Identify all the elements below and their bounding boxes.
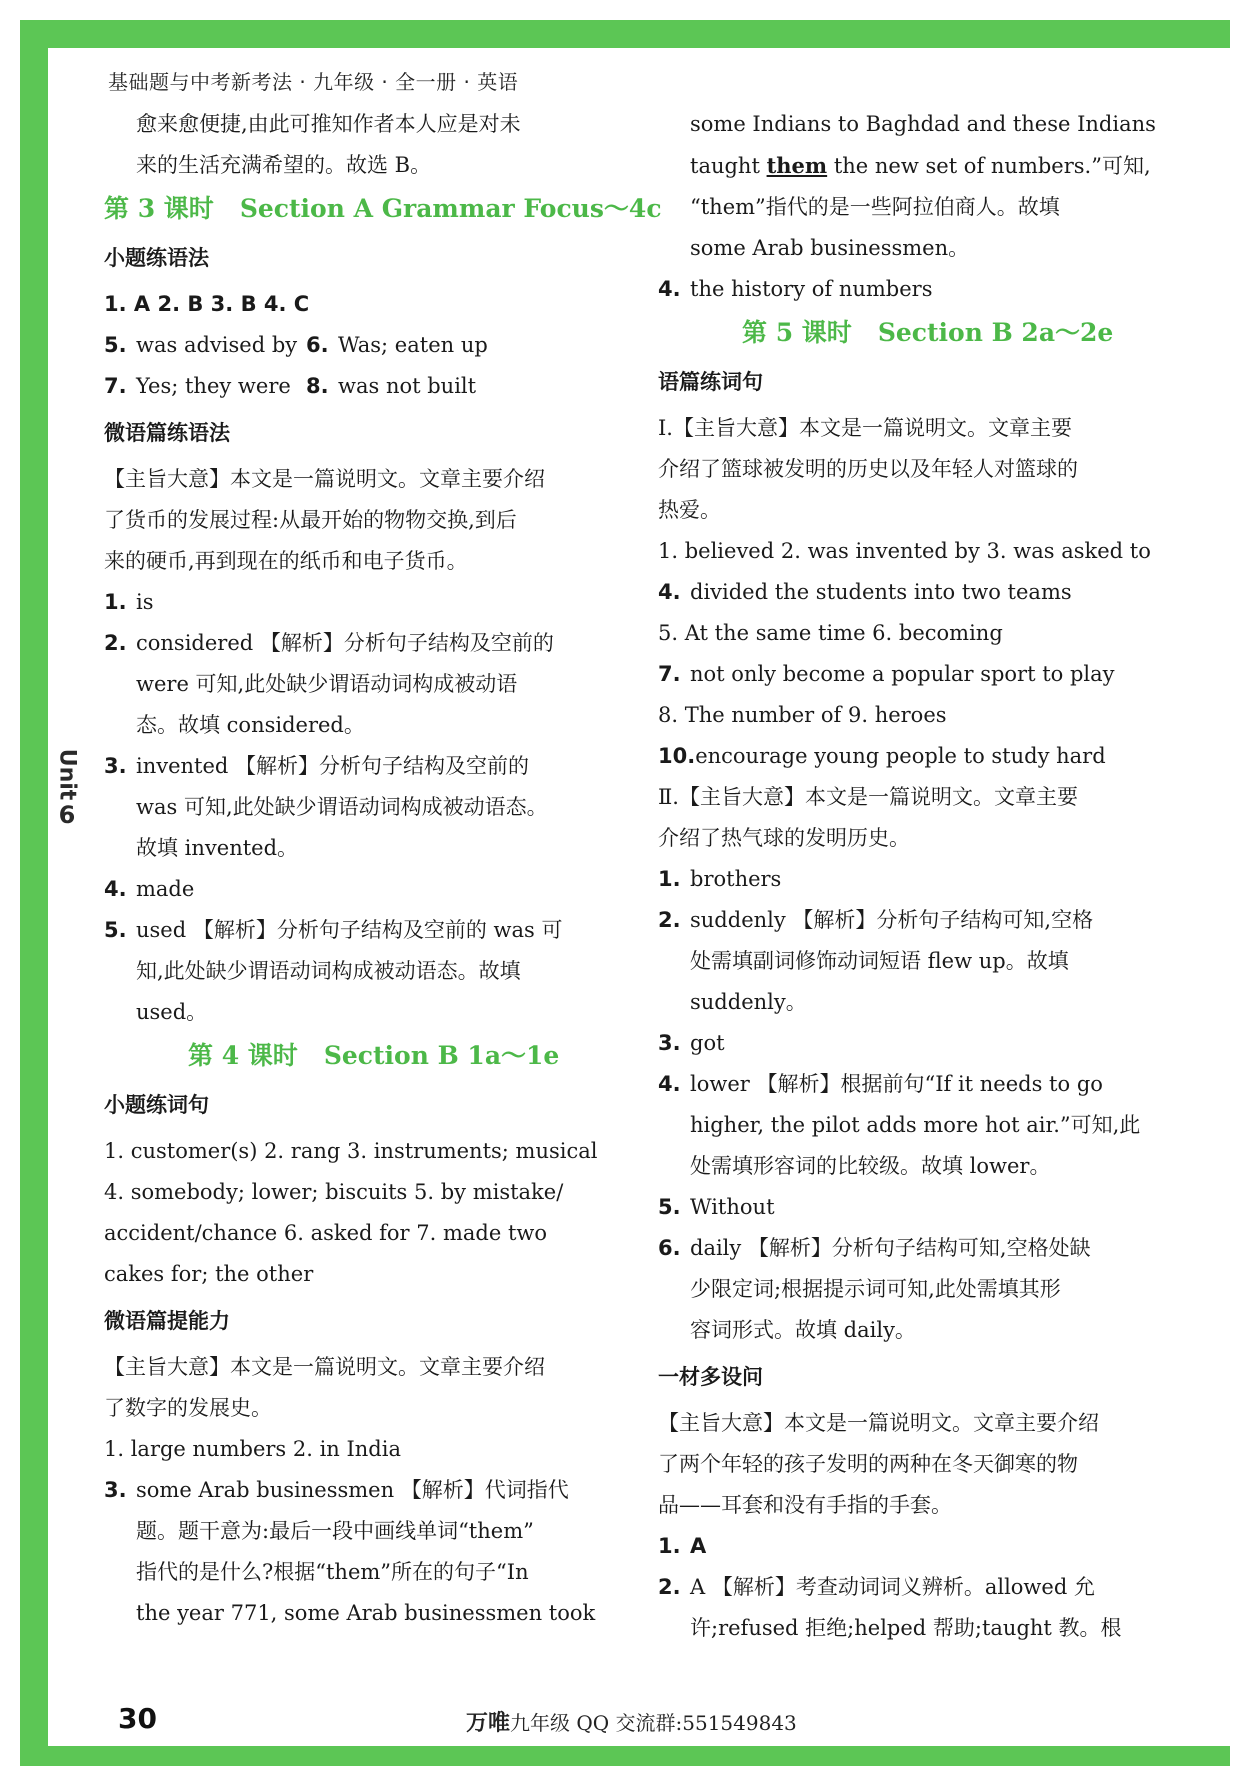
answer-line: accident/chance 6. asked for 7. made two bbox=[104, 1221, 548, 1245]
answer-item: 2. suddenly 【解析】分析句子结构可知,空格 处需填副词修饰动词短语 flew up。故填 suddenly。 bbox=[658, 908, 1094, 1014]
answer-item: 4. made bbox=[104, 877, 195, 901]
subheading: 微语篇练语法 bbox=[104, 421, 230, 445]
answer-line: 1. A 2. B 3. B 4. C bbox=[104, 292, 310, 316]
answer-item: 3. some Arab businessmen 【解析】代词指代 题。题干意为:最后一段中画线单词“them” 指代的是什么?根据“them”所在的句子“In the year 771, some Arab businessmen took bbox=[104, 1478, 596, 1625]
lesson-label: 第 4 课时 bbox=[188, 1041, 298, 1070]
lesson-label: 第 5 课时 bbox=[742, 318, 852, 347]
answer-item: 7. not only become a popular sport to play bbox=[658, 662, 1115, 686]
green-frame-bottom bbox=[20, 1746, 1230, 1766]
section-name: Section A Grammar Focus～4c bbox=[239, 194, 662, 223]
subheading: 微语篇提能力 bbox=[104, 1309, 230, 1333]
main-idea: 介绍了热气球的发明历史。 bbox=[658, 826, 910, 850]
section-title bbox=[104, 186, 662, 232]
section-title bbox=[658, 310, 1180, 356]
unit-tab bbox=[48, 730, 86, 860]
main-idea: 了两个年轻的孩子发明的两种在冬天御寒的物 bbox=[658, 1452, 1078, 1476]
answer-item: 4. divided the students into two teams bbox=[658, 580, 1072, 604]
answer-item: 1. is bbox=[104, 590, 154, 614]
main-idea: Ⅰ.【主旨大意】本文是一篇说明文。文章主要 bbox=[658, 416, 1072, 440]
lesson-label: 第 3 课时 bbox=[104, 194, 214, 223]
book-header: 基础题与中考新考法 · 九年级 · 全一册 · 英语 bbox=[108, 70, 519, 94]
main-idea: 了数字的发展史。 bbox=[104, 1396, 272, 1420]
underlined-word: them bbox=[766, 153, 828, 178]
answer-item: 2. considered 【解析】分析句子结构及空前的 were 可知,此处缺少谓语动词构成被动语 态。故填 considered。 bbox=[104, 631, 554, 737]
paragraph: some Arab businessmen。 bbox=[690, 236, 970, 260]
page-number: 30 bbox=[118, 1702, 157, 1735]
section-title bbox=[104, 1033, 624, 1079]
green-frame-top bbox=[20, 20, 1230, 48]
answer-item: 5. used 【解析】分析句子结构及空前的 was 可 知,此处缺少谓语动词构成被动语态。故填 used。 bbox=[104, 918, 563, 1024]
subheading: 小题练词句 bbox=[104, 1093, 209, 1117]
paragraph: 愈来愈便捷,由此可推知作者本人应是对未 bbox=[136, 112, 521, 136]
paragraph: taught them the new set of numbers.”可知, bbox=[690, 153, 1151, 178]
left-column bbox=[104, 104, 662, 1634]
answer-line: 1. believed 2. was invented by 3. was asked to bbox=[658, 539, 1151, 563]
brand-logo: 万唯 bbox=[466, 1711, 511, 1736]
answer-line: cakes for; the other bbox=[104, 1262, 314, 1286]
answer-item: 2. A 【解析】考查动词词义辨析。allowed 允 许;refused 拒绝;helped 帮助;taught 教。根 bbox=[658, 1575, 1122, 1640]
answer-line: 1. large numbers 2. in India bbox=[104, 1437, 401, 1461]
main-idea: 热爱。 bbox=[658, 498, 721, 522]
green-frame-left bbox=[20, 20, 48, 1765]
main-idea: 品——耳套和没有手指的手套。 bbox=[658, 1493, 952, 1517]
footer-text: 九年级 QQ 交流群:551549843 bbox=[510, 1711, 797, 1735]
answer-item: 5. Without bbox=[658, 1195, 775, 1219]
answer-item: 10. encourage young people to study hard bbox=[658, 744, 1106, 768]
subheading: 小题练语法 bbox=[104, 246, 209, 270]
answer-item: 3. got bbox=[658, 1031, 725, 1055]
section-name: Section B 2a～2e bbox=[877, 318, 1114, 347]
main-idea: 【主旨大意】本文是一篇说明文。文章主要介绍 bbox=[104, 467, 545, 491]
paragraph: 来的生活充满希望的。故选 B。 bbox=[136, 153, 432, 177]
paragraph: “them”指代的是一些阿拉伯商人。故填 bbox=[690, 195, 1060, 219]
main-idea: 来的硬币,再到现在的纸币和电子货币。 bbox=[104, 549, 468, 573]
answer-line: 5. was advised by 6. Was; eaten up bbox=[104, 333, 488, 357]
answer-line: 4. somebody; lower; biscuits 5. by mistake/ bbox=[104, 1180, 564, 1204]
unit-label: Unit bbox=[54, 748, 80, 800]
paragraph: some Indians to Baghdad and these Indians bbox=[690, 112, 1156, 136]
answer-line: 5. At the same time 6. becoming bbox=[658, 621, 1003, 645]
subheading: 语篇练词句 bbox=[658, 370, 763, 394]
answer-item: 6. daily 【解析】分析句子结构可知,空格处缺 少限定词;根据提示词可知,此处需填其形 容词形式。故填 daily。 bbox=[658, 1236, 1091, 1342]
main-idea: 介绍了篮球被发明的历史以及年轻人对篮球的 bbox=[658, 457, 1078, 481]
main-idea: 【主旨大意】本文是一篇说明文。文章主要介绍 bbox=[104, 1355, 545, 1379]
section-name: Section B 1a～1e bbox=[323, 1041, 560, 1070]
right-column bbox=[658, 104, 1180, 1649]
main-idea: 了货币的发展过程:从最开始的物物交换,到后 bbox=[104, 508, 517, 532]
answer-item: 4. lower 【解析】根据前句“If it needs to go higher, the pilot adds more hot air.”可知,此 处需填形容词的比较级。故填 lower。 bbox=[658, 1072, 1141, 1178]
subheading: 一材多设问 bbox=[658, 1365, 763, 1389]
answer-line: 1. customer(s) 2. rang 3. instruments; musical bbox=[104, 1139, 598, 1163]
footer bbox=[466, 1706, 797, 1737]
main-idea: Ⅱ.【主旨大意】本文是一篇说明文。文章主要 bbox=[658, 785, 1078, 809]
unit-number: 6 bbox=[58, 800, 76, 829]
answer-item: 4. the history of numbers bbox=[658, 277, 933, 301]
main-idea: 【主旨大意】本文是一篇说明文。文章主要介绍 bbox=[658, 1411, 1099, 1435]
answer-line: 8. The number of 9. heroes bbox=[658, 703, 947, 727]
answer-item: 3. invented 【解析】分析句子结构及空前的 was 可知,此处缺少谓语动词构成被动语态。 故填 invented。 bbox=[104, 754, 548, 860]
answer-line: 7. Yes; they were 8. was not built bbox=[104, 374, 477, 398]
answer-item: 1. brothers bbox=[658, 867, 782, 891]
answer-item: 1. A bbox=[658, 1534, 707, 1558]
